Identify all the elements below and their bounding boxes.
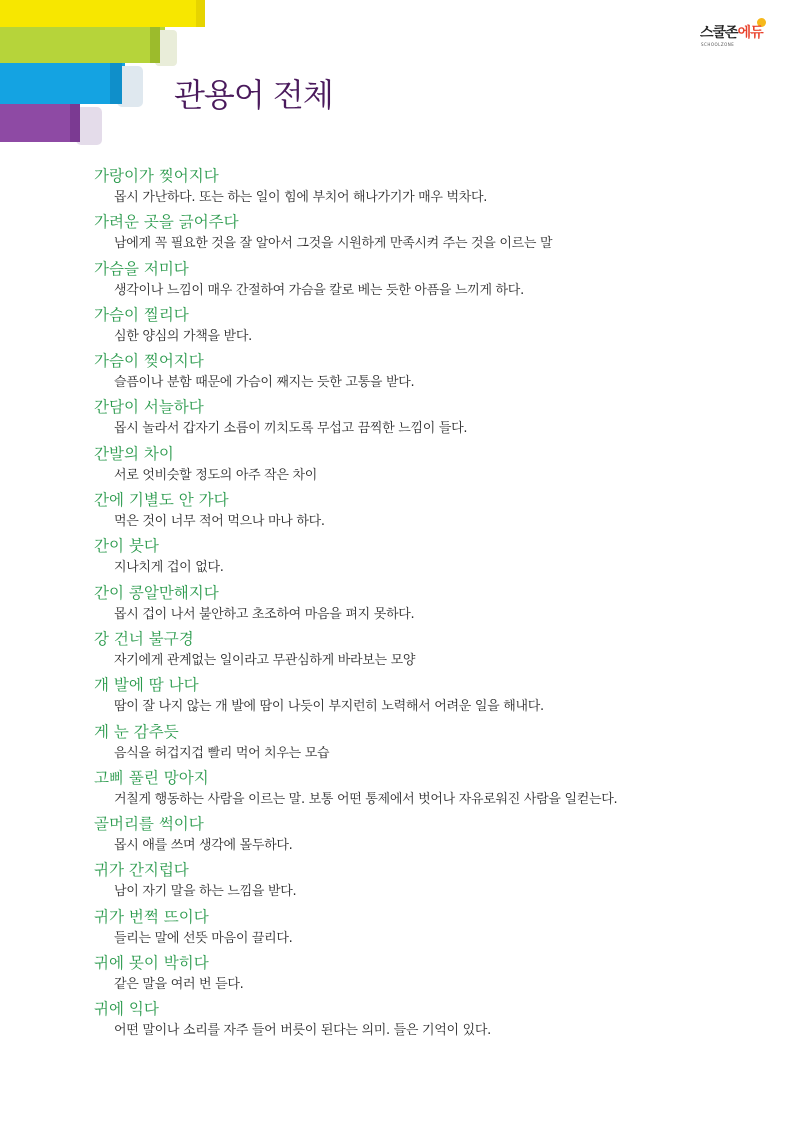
idiom-term: 간발의 차이 [94,444,174,463]
idiom-entry [94,720,784,766]
idiom-term: 가랑이가 찢어지다 [94,167,219,185]
idiom-entry [94,627,784,673]
idiom-entry [94,488,784,534]
idiom-entry [94,997,784,1043]
idiom-entry [94,164,784,210]
idiom-entry [94,442,784,488]
idiom-term: 게 눈 감추듯 [94,722,179,741]
idiom-entry [94,673,784,719]
idiom-meaning: 몹시 애를 쓰며 생각에 몰두하다. [114,838,293,854]
idiom-meaning: 어떤 말이나 소리를 자주 들어 버릇이 된다는 의미. 들은 기억이 있다. [114,1023,491,1039]
idiom-meaning: 몹시 놀라서 갑자기 소름이 끼치도록 무섭고 끔찍한 느낌이 들다. [114,421,468,437]
idiom-list [94,164,784,1044]
idiom-entry [94,303,784,349]
logo-wordmark [700,22,763,42]
idiom-meaning: 슬픔이나 분함 때문에 가슴이 째지는 듯한 고통을 받다. [114,375,415,391]
idiom-term: 간에 기별도 안 가다 [94,491,229,510]
idiom-meaning: 자기에게 관계없는 일이라고 무관심하게 바라보는 모양 [114,652,416,668]
idiom-meaning: 남에게 꼭 필요한 것을 잘 알아서 그것을 시원하게 만족시켜 주는 것을 이르는 말 [114,236,553,252]
idiom-term: 간이 붓다 [94,537,159,556]
idiom-entry [94,349,784,395]
brand-logo [700,22,772,52]
idiom-term: 귀가 간지럽다 [94,861,189,880]
idiom-term: 고삐 풀린 망아지 [94,768,209,787]
banner-stripe-purple [0,104,80,142]
idiom-entry [94,905,784,951]
idiom-entry [94,812,784,858]
idiom-entry [94,766,784,812]
idiom-term: 가려운 곳을 긁어주다 [94,213,239,232]
idiom-term: 귀가 번쩍 뜨이다 [94,907,209,926]
idiom-meaning: 음식을 허겁지겁 빨리 먹어 치우는 모습 [114,745,330,761]
idiom-meaning: 심한 양심의 가책을 받다. [114,328,252,344]
idiom-meaning: 몹시 가난하다. 또는 하는 일이 힘에 부치어 해나가기가 매우 벅차다. [114,190,488,205]
idiom-meaning: 남이 자기 말을 하는 느낌을 받다. [114,884,297,900]
idiom-term: 가슴이 찢어지다 [94,352,204,371]
idiom-entry [94,581,784,627]
idiom-term: 귀에 못이 박히다 [94,954,209,973]
idiom-entry [94,395,784,441]
idiom-meaning: 거칠게 행동하는 사람을 이르는 말. 보통 어떤 통제에서 벗어나 자유로워진 사람을 일컫는다. [114,791,618,807]
idiom-meaning: 땀이 잘 나지 않는 개 발에 땀이 나듯이 부지런히 노력해서 어려운 일을 해내다. [114,699,544,715]
idiom-term: 간담이 서늘하다 [94,398,204,417]
banner-stripe-yellow [0,0,205,27]
idiom-entry [94,951,784,997]
idiom-entry [94,534,784,580]
banner-stripe-blue [0,63,125,104]
idiom-meaning: 서로 엇비슷할 정도의 아주 작은 차이 [114,467,318,483]
idiom-meaning: 지나치게 겁이 없다. [114,560,224,576]
idiom-term: 강 건너 불구경 [94,629,194,648]
logo-subtext: SCHOOLZONE [701,42,735,47]
idiom-entry [94,210,784,256]
idiom-term: 골머리를 썩이다 [94,815,204,834]
idiom-meaning: 들리는 말에 선뜻 마음이 끌리다. [114,930,293,946]
idiom-entry [94,257,784,303]
logo-accent-text: 에듀 [737,25,763,41]
idiom-meaning: 먹은 것이 너무 적어 먹으나 마나 하다. [114,514,325,530]
idiom-meaning: 같은 말을 여러 번 듣다. [114,977,244,993]
page-title: 관용어 전체 [174,76,333,114]
idiom-term: 간이 콩알만해지다 [94,583,219,602]
logo-main-text: 스쿨존 [700,25,738,41]
idiom-term: 가슴이 찔리다 [94,305,189,324]
idiom-meaning: 몹시 겁이 나서 불안하고 초조하여 마음을 펴지 못하다. [114,606,415,622]
idiom-term: 귀에 익다 [94,1000,159,1019]
idiom-meaning: 생각이나 느낌이 매우 간절하여 가슴을 칼로 베는 듯한 아픔을 느끼게 하다. [114,282,524,298]
idiom-entry [94,858,784,904]
banner-stripe-green [0,27,165,63]
idiom-term: 개 발에 땀 나다 [94,676,199,695]
idiom-term: 가슴을 저미다 [94,259,189,278]
